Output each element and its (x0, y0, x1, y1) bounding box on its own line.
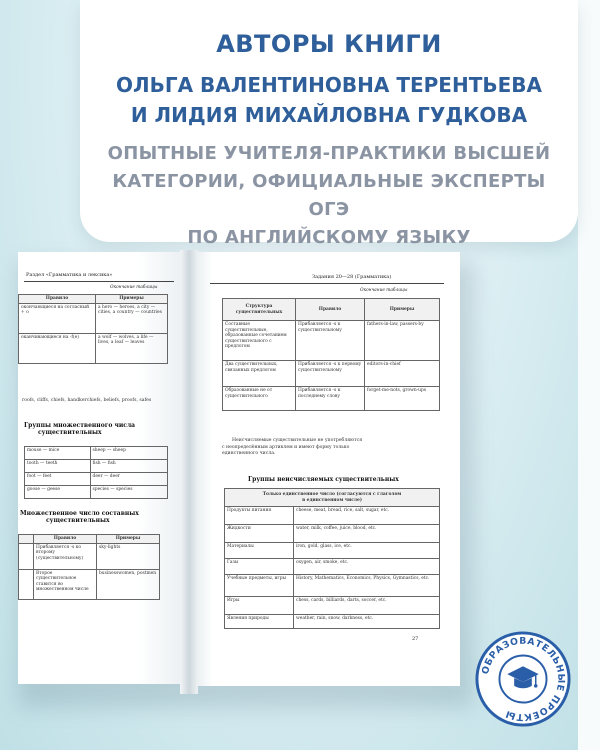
left-section-2-title (24, 422, 135, 436)
section-title-line: существительных (38, 429, 102, 436)
table-header: Примеры (97, 535, 160, 544)
table-cell: species — species (90, 486, 167, 499)
section-title-line: существительных (46, 517, 110, 524)
right-sub-head: Окончание таблицы (360, 288, 408, 293)
table-cell: Прибавляется -s к существительному (296, 321, 365, 361)
table-cell: goose — geese (25, 486, 91, 499)
table-cell: cheese, meat, bread, rice, salt, sugar, etc. (294, 507, 440, 525)
table-cell: Прибавляется -s ко второму (существительному) (34, 543, 97, 569)
table-cell: Игры (225, 597, 294, 615)
table-cell: sheep — sheep (90, 447, 167, 460)
left-section-3-title (20, 510, 139, 524)
table-cell (19, 543, 34, 569)
page-number: 27 (412, 636, 419, 642)
table-title (225, 489, 440, 507)
authors-line-1: ОЛЬГА ВАЛЕНТИНОВНА ТЕРЕНТЬЕВА (116, 73, 542, 97)
table-header: Правило (296, 299, 365, 321)
table-header: Правило (34, 535, 97, 544)
section-title-line: Группы множественного числа (24, 422, 136, 429)
table-header: Правило (19, 295, 96, 304)
table-cell: Два существительных, связанных предлогом (223, 361, 296, 387)
table-cell: Явления природы (225, 615, 294, 629)
book-spine (180, 250, 198, 694)
table-cell: History, Mathematics, Economics, Physics, Gymnastics, etc. (294, 575, 440, 597)
badge-text: ОБРАЗОВАТЕЛЬНЫЕ ПРОЕКТЫ (479, 635, 567, 723)
table-cell: Жидкости (225, 525, 294, 543)
right-paragraph (222, 438, 444, 458)
description-line-3: ПО АНГЛИЙСКОМУ ЯЗЫКУ (187, 227, 471, 248)
table-cell: foot — feet (25, 473, 91, 486)
table-cell: forget-me-nots, grown-ups (365, 387, 440, 411)
table-cell: a wolf — wolves, a life — lives, a leaf — leaves (96, 333, 168, 363)
description-line-1: ОПЫТНЫЕ УЧИТЕЛЯ-ПРАКТИКИ ВЫСШЕЙ (107, 143, 551, 164)
right-header-rule (210, 283, 444, 284)
table-cell: editors-in-chief (365, 361, 440, 387)
table-cell: weather, rain, snow, darkness, etc. (294, 615, 440, 629)
left-table-1 (18, 294, 168, 364)
table-cell: окончающиеся на согласный + о (19, 303, 96, 333)
table-cell: Прибавляется -s к первому существительному (296, 361, 365, 387)
table-cell: Учебные предметы, игры (225, 575, 294, 597)
table-cell: Составные существительные, образованные сочетанием существительного с предлогом (223, 321, 296, 361)
table-cell (19, 569, 34, 599)
table-header: Структура существительных (223, 299, 296, 321)
paragraph-line: с неопределённым артиклем и имеют форму только (222, 444, 350, 450)
table-cell: fish — fish (90, 460, 167, 473)
right-edge-strip (578, 0, 600, 750)
table-cell: Второе существительное ставится во множественном числе (34, 569, 97, 599)
table-cell: оканчивающиеся на -f(e) (19, 333, 96, 363)
left-table-3 (18, 534, 160, 600)
book-right-page (188, 252, 460, 686)
left-table-2 (24, 446, 168, 499)
paragraph-line: единственного числа. (222, 451, 276, 456)
table-header-blank (19, 535, 34, 544)
table-cell: sky-lights (97, 543, 160, 569)
table-header: Примеры (365, 299, 440, 321)
table-cell: deer — deer (90, 473, 167, 486)
left-note: roofs, cliffs, chiefs, handkerchiefs, beliefs, proofs, safes (22, 398, 152, 403)
right-running-head: Задания 20—28 (Грамматика) (312, 274, 392, 280)
table-cell: Газы (225, 559, 294, 575)
right-table-2 (224, 488, 440, 629)
table-title-line: в единственном числе) (302, 497, 362, 503)
book-left-page (18, 252, 188, 684)
description-line-2: КАТЕГОРИИ, ОФИЦИАЛЬНЫЕ ЭКСПЕРТЫ ОГЭ (112, 171, 546, 220)
table-cell: businesswomen, postmen (97, 569, 160, 599)
authors-line-2: И ЛИДИЯ МИХАЙЛОВНА ГУДКОВА (130, 103, 528, 127)
table-cell: oxygen, air, smoke, etc. (294, 559, 440, 575)
table-cell: chess, cards, billiards, darts, soccer, etc. (294, 597, 440, 615)
table-cell: iron, gold, glass, ice, etc. (294, 543, 440, 559)
right-section-title: Группы неисчисляемых существительных (248, 476, 399, 483)
authors-names (80, 70, 578, 130)
left-header-rule (24, 281, 174, 282)
table-cell: Продукты питания (225, 507, 294, 525)
table-title-line: Только единственное число (согласуются с глаголом (262, 492, 402, 497)
table-cell: water, milk, coffee, juice, blood, etc. (294, 525, 440, 543)
card-title: АВТОРЫ КНИГИ (216, 30, 442, 58)
authors-card (80, 0, 578, 248)
left-running-head: Раздел «Грамматика и лексика» (26, 272, 113, 278)
left-sub-head: Окончание таблицы (110, 285, 158, 290)
right-table-1 (222, 298, 440, 411)
table-cell: a hero — heroes, a city — cities, a country — countries (96, 303, 168, 333)
table-cell: Прибавляется -s к последнему слову (296, 387, 365, 411)
paragraph-line: Неисчисляемые существительные не употребляются (232, 438, 363, 443)
table-cell: tooth — teeth (25, 460, 91, 473)
section-title-line: Множественное число составных (20, 510, 139, 517)
table-cell: Образованные не от существительного (223, 387, 296, 411)
table-cell: Материалы (225, 543, 294, 559)
table-header: Примеры (96, 295, 168, 304)
authors-description (100, 140, 558, 252)
table-cell: mouse — mice (25, 447, 91, 460)
table-cell: fathers-in-law, passers-by (365, 321, 440, 361)
publisher-badge (474, 630, 572, 728)
